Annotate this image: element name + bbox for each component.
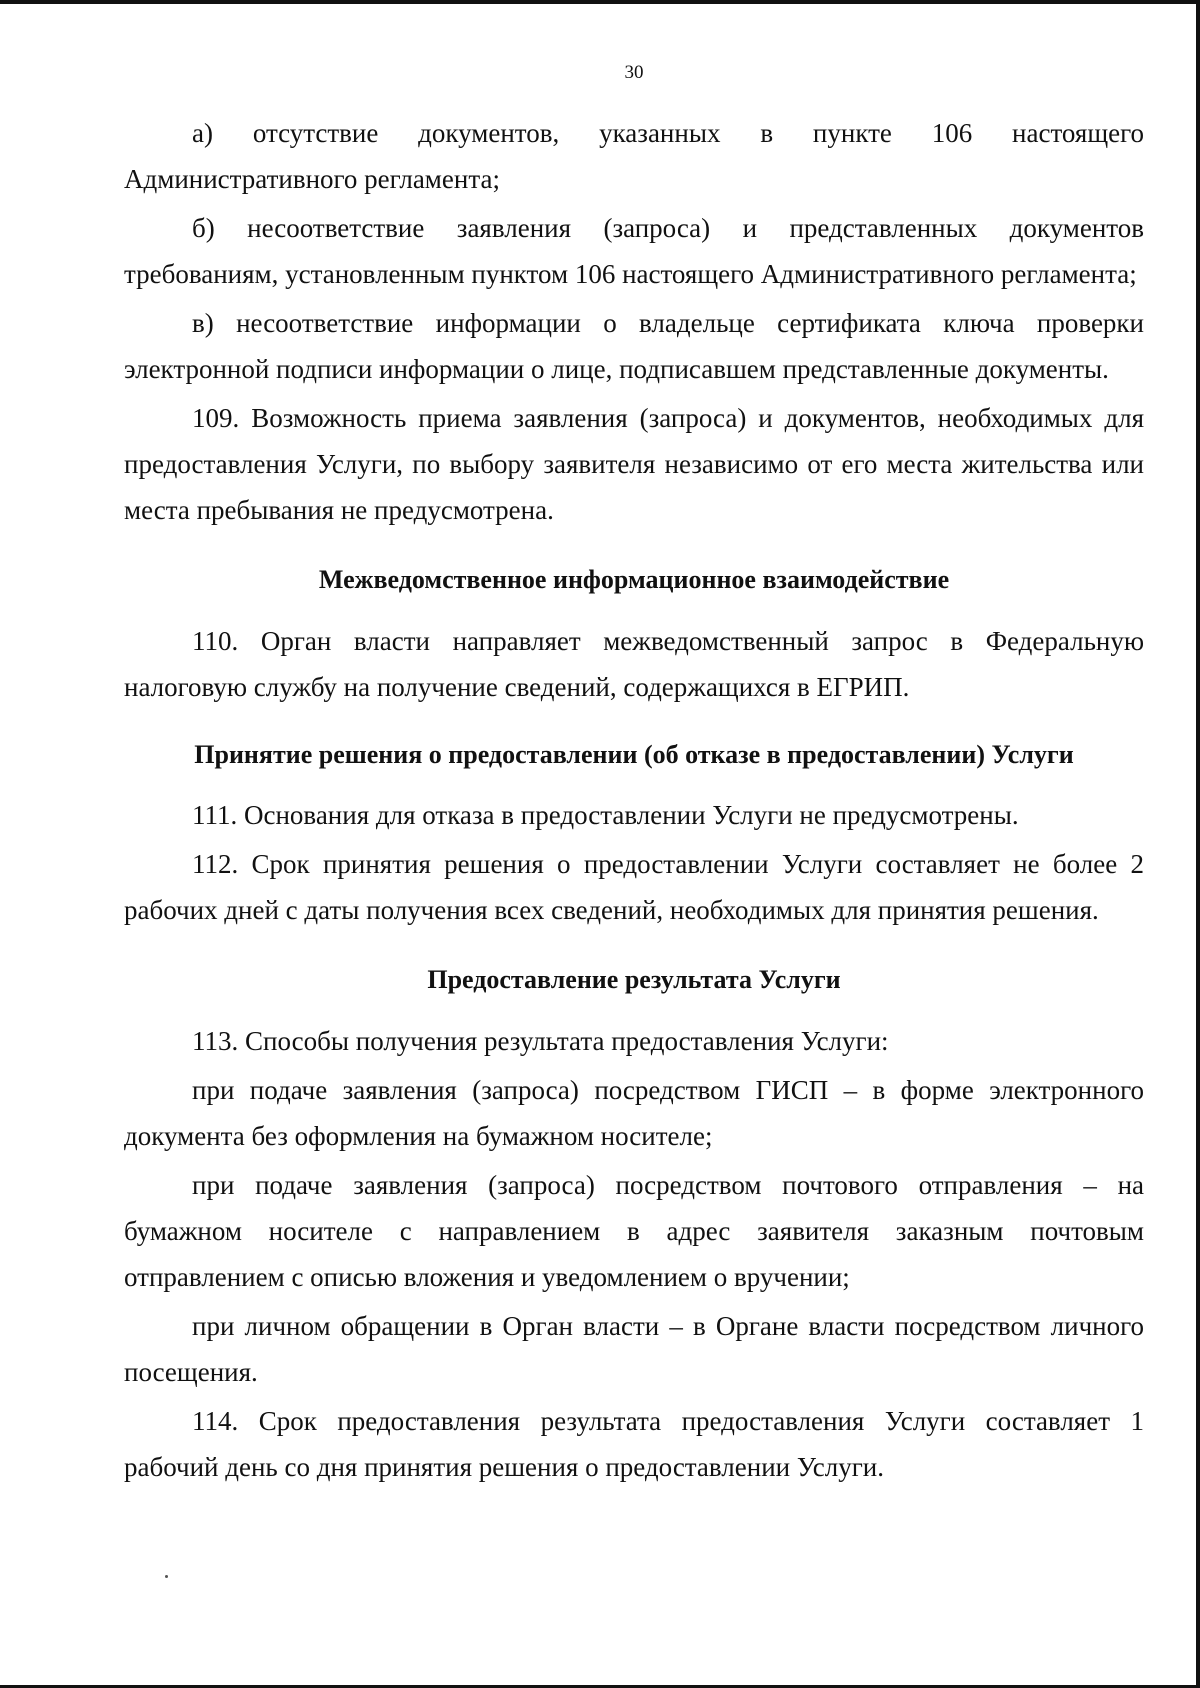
- paragraph-item-b: б) несоответствие заявления (запроса) и представленных документов требованиям, установленным пунктом 106 настоящего Административного регламента;: [124, 213, 1144, 289]
- paragraph-114: 114. Срок предоставления результата предоставления Услуги составляет 1 рабочий день со дня принятия решения о предоставлении Услуги.: [124, 1406, 1144, 1482]
- paragraph-109: 109. Возможность приема заявления (запроса) и документов, необходимых для предоставления Услуги, по выбору заявителя независимо от его места жительства или места пребывания не предусмотрена.: [124, 403, 1144, 525]
- section-heading-decision: Принятие решения о предоставлении (об отказе в предоставлении) Услуги: [194, 740, 1074, 769]
- paragraph-item-a: а) отсутствие документов, указанных в пункте 106 настоящего Административного регламента;: [124, 118, 1144, 194]
- paragraph-111: 111. Основания для отказа в предоставлении Услуги не предусмотрены.: [192, 800, 1019, 830]
- document-body: [124, 110, 1144, 1493]
- paragraph-113-personal: при личном обращении в Орган власти – в Органе власти посредством личного посещения.: [124, 1311, 1144, 1387]
- section-heading-interagency: Межведомственное информационное взаимодействие: [318, 565, 950, 594]
- paragraph-113-post: при подаче заявления (запроса) посредством почтового отправления – на бумажном носителе с направлением в адрес заявителя заказным почтовым отправлением с описью вложения и уведомлением о вручении;: [124, 1170, 1144, 1292]
- scan-speck: [165, 1575, 168, 1578]
- paragraph-112: 112. Срок принятия решения о предоставлении Услуги составляет не более 2 рабочих дней с даты получения всех сведений, необходимых для принятия решения.: [124, 849, 1144, 925]
- paragraph-110: 110. Орган власти направляет межведомственный запрос в Федеральную налоговую службу на получение сведений, содержащихся в ЕГРИП.: [124, 626, 1144, 702]
- paragraph-113: 113. Способы получения результата предоставления Услуги:: [192, 1026, 889, 1056]
- paragraph-item-v: в) несоответствие информации о владельце сертификата ключа проверки электронной подписи информации о лице, подписавшем представленные документы.: [124, 308, 1144, 384]
- paragraph-113-gisp: при подаче заявления (запроса) посредством ГИСП – в форме электронного документа без оформления на бумажном носителе;: [124, 1075, 1144, 1151]
- section-heading-result: Предоставление результата Услуги: [427, 965, 841, 994]
- page-number: 30: [624, 62, 644, 83]
